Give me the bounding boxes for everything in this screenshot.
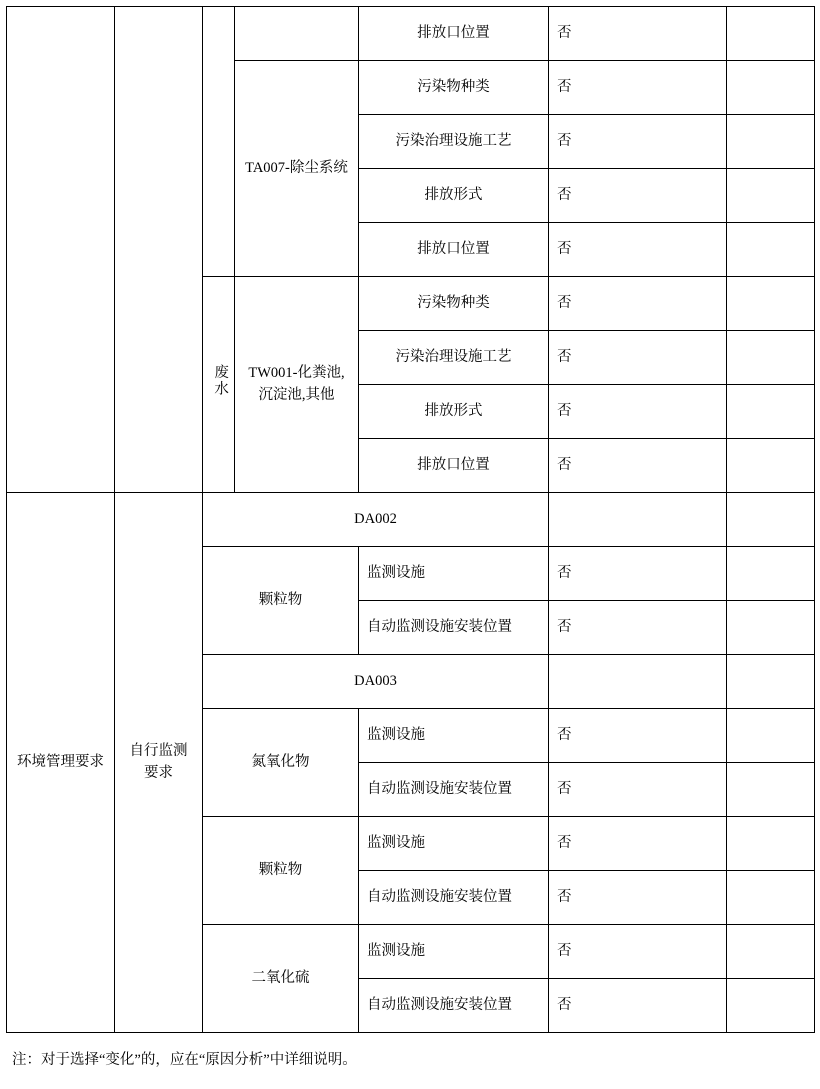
facility-line-2: 沉淀池,其他	[258, 386, 335, 403]
cell-item: 污染治理设施工艺	[359, 115, 549, 169]
cell-medium-blank	[203, 7, 235, 277]
footnote: 注：对于选择“变化”的，应在“原因分析”中详细说明。	[12, 1052, 357, 1068]
cell-extra	[727, 925, 815, 979]
cell-extra	[549, 493, 727, 547]
subsection-label: 自行监测要求	[129, 742, 188, 781]
cell-extra	[727, 979, 815, 1033]
cell-value: 否	[549, 817, 727, 871]
cell-pollutant-so2: 二氧化硫	[203, 925, 359, 1033]
cell-monitor-item: 监测设施	[359, 925, 549, 979]
cell-value: 否	[549, 979, 727, 1033]
cell-monitor-item: 自动监测设施安装位置	[359, 601, 549, 655]
cell-extra	[727, 763, 815, 817]
cell-outlet-code-da003: DA003	[203, 655, 549, 709]
cell-extra	[727, 61, 815, 115]
cell-extra	[727, 223, 815, 277]
cell-monitor-item: 自动监测设施安装位置	[359, 979, 549, 1033]
cell-item: 排放形式	[359, 385, 549, 439]
cell-facility-blank	[235, 7, 359, 61]
cell-extra	[727, 871, 815, 925]
cell-item: 污染物种类	[359, 61, 549, 115]
cell-value: 否	[549, 601, 727, 655]
cell-value: 否	[549, 385, 727, 439]
cell-value: 否	[549, 277, 727, 331]
cell-monitor-item: 监测设施	[359, 547, 549, 601]
cell-facility-ta007: TA007-除尘系统	[235, 61, 359, 277]
cell-section-self-monitor	[115, 493, 203, 1033]
permit-change-table	[6, 6, 815, 1033]
cell-extra	[727, 385, 815, 439]
cell-extra	[727, 7, 815, 61]
cell-facility-tw001	[235, 277, 359, 493]
medium-label: 废水	[212, 364, 229, 398]
cell-monitor-item: 监测设施	[359, 817, 549, 871]
document-page	[0, 6, 820, 1089]
cell-outlet-code-da002: DA002	[203, 493, 549, 547]
cell-value: 否	[549, 7, 727, 61]
cell-value: 否	[549, 61, 727, 115]
cell-value: 否	[549, 169, 727, 223]
cell-item: 排放口位置	[359, 223, 549, 277]
cell-section-env-mgmt	[7, 493, 115, 1033]
cell-medium-wastewater	[203, 277, 235, 493]
cell-extra	[727, 439, 815, 493]
cell-extra	[727, 547, 815, 601]
cell-value: 否	[549, 331, 727, 385]
cell-extra	[727, 331, 815, 385]
cell-extra	[727, 169, 815, 223]
cell-value: 否	[549, 925, 727, 979]
cell-monitor-item: 监测设施	[359, 709, 549, 763]
cell-extra	[727, 601, 815, 655]
cell-pollutant-particulate-1: 颗粒物	[203, 547, 359, 655]
cell-item: 污染治理设施工艺	[359, 331, 549, 385]
cell-value: 否	[549, 439, 727, 493]
cell-category-blank	[7, 7, 115, 493]
cell-extra	[727, 115, 815, 169]
cell-subcategory-blank	[115, 7, 203, 493]
cell-monitor-item: 自动监测设施安装位置	[359, 871, 549, 925]
cell-value: 否	[549, 871, 727, 925]
cell-value: 否	[549, 763, 727, 817]
cell-item: 污染物种类	[359, 277, 549, 331]
cell-monitor-item: 自动监测设施安装位置	[359, 763, 549, 817]
cell-pollutant-particulate-2: 颗粒物	[203, 817, 359, 925]
cell-extra	[727, 277, 815, 331]
cell-item: 排放口位置	[359, 7, 549, 61]
cell-value: 否	[549, 547, 727, 601]
table-row	[7, 493, 815, 547]
facility-line-1: TW001-化粪池,	[248, 364, 345, 381]
cell-item: 排放口位置	[359, 439, 549, 493]
table-row	[7, 7, 815, 61]
cell-extra	[549, 655, 727, 709]
cell-item: 排放形式	[359, 169, 549, 223]
cell-value: 否	[549, 115, 727, 169]
cell-pollutant-nox: 氮氧化物	[203, 709, 359, 817]
cell-extra	[727, 709, 815, 763]
section-label: 环境管理要求	[17, 753, 104, 770]
cell-value: 否	[549, 223, 727, 277]
cell-extra	[727, 817, 815, 871]
cell-value: 否	[549, 709, 727, 763]
